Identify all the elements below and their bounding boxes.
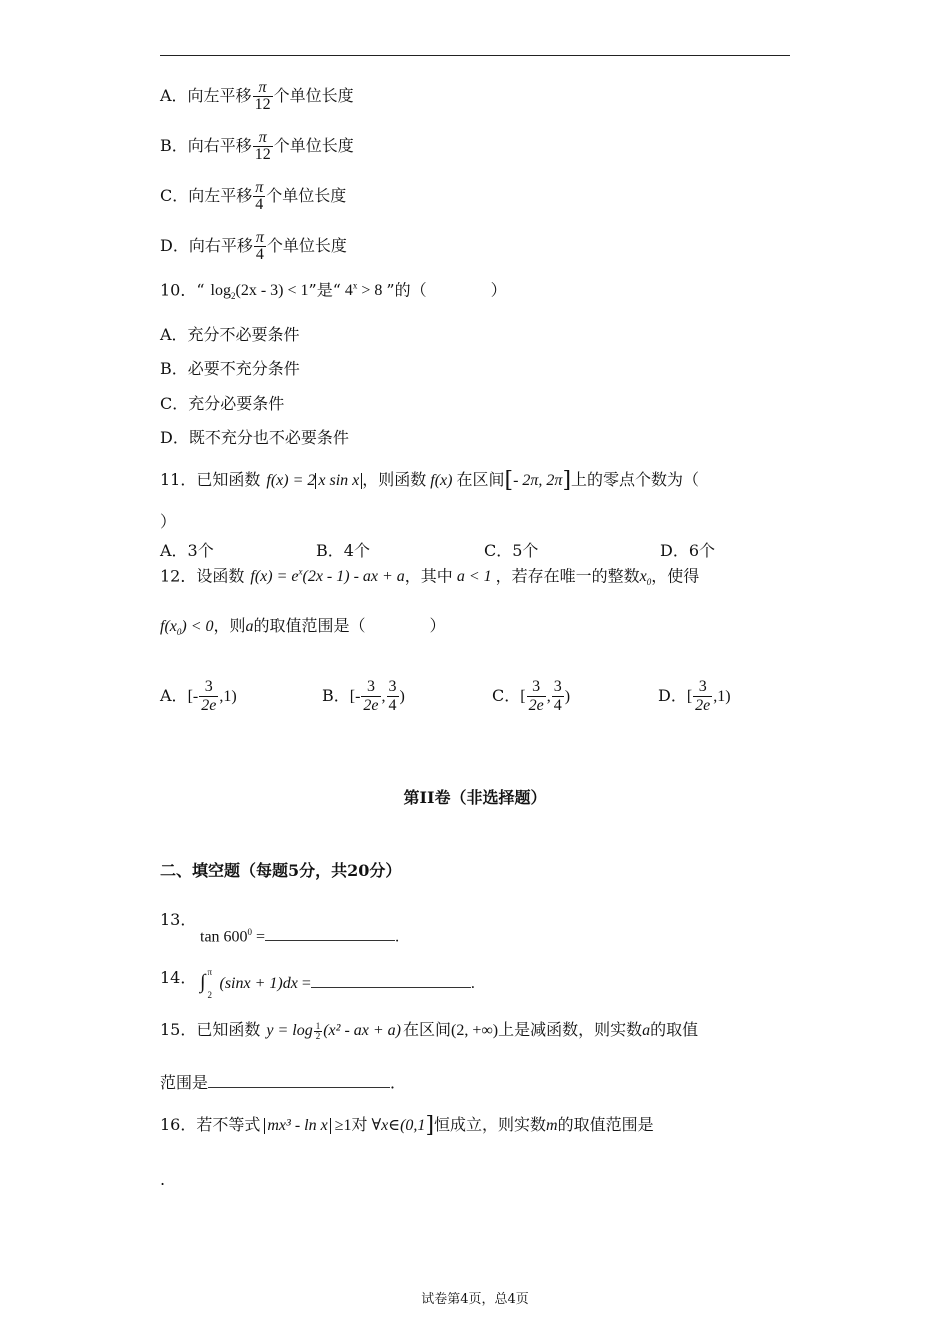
section2-title: 二、填空题（每题5分，共20分）	[160, 861, 402, 880]
q9-option-d: D．向右平移 $\frac{\pi}{4}$ 个单位长度	[160, 229, 347, 263]
header-rule	[160, 55, 790, 56]
part2-title: 第II卷（非选择题）	[403, 788, 547, 807]
q12-option-c: C．[ $\frac{3}{2e}$ , $\frac{3}{4}$ )	[492, 678, 571, 714]
q10-option-a: A．充分不必要条件	[160, 325, 300, 344]
q11-option-a: A．3个	[160, 541, 214, 560]
q14-answer-blank	[311, 987, 471, 988]
q12-stem: 12．设函数 $f(x) = e^x(2x - 1)$ - ax + a，其中 a < 1 ，若存在唯一的整数$x_0$，使得	[160, 566, 700, 588]
fraction: $\frac{\pi}{4}$	[255, 229, 264, 263]
q13-expr: $\tan 600^0$ = .	[200, 927, 400, 946]
q11-stem: 11．已知函数 f(x) = 2 x sin x ，则函数 f(x) 在区间[- 2π, 2π]上的零点个数为（	[160, 468, 700, 493]
q12-option-a: A．[- $\frac{3}{2e}$ ,1)	[160, 678, 237, 714]
q12-option-b: B．[- $\frac{3}{2e}$ , $\frac{3}{4}$ )	[322, 678, 405, 714]
q10-stem: 10．“ $\log_2(2x - 3) < 1$”是“ $4^x > 8$ ”的（ ）	[160, 280, 507, 302]
q10-option-b: B．必要不充分条件	[160, 359, 300, 378]
q11-option-b: B．4个	[316, 541, 370, 560]
q11-option-c: C．5个	[484, 541, 539, 560]
q14-expr: ∫ π 2 (sinx + 1)dx = .	[200, 967, 475, 1001]
q10-option-d: D．既不充分也不必要条件	[160, 428, 349, 447]
page-footer: 试卷第4页，总4页	[421, 1292, 529, 1307]
q13: 13．	[160, 910, 197, 929]
q12-option-d: D．[ $\frac{3}{2e}$ ,1)	[658, 678, 731, 714]
q9-option-b: B．向右平移 $\frac{\pi}{12}$ 个单位长度	[160, 129, 354, 163]
q9-option-c: C．向左平移 $\frac{\pi}{4}$ 个单位长度	[160, 179, 347, 213]
fraction: $\frac{\pi}{12}$	[254, 79, 271, 113]
q16-stem: 16．若不等式 mx³ - ln x ≥1对 ∀x∈(0,1]恒成立，则实数m的取值范围是	[160, 1113, 654, 1138]
fraction: $\frac{\pi}{12}$	[254, 129, 271, 163]
q11-option-d: D．6个	[660, 541, 716, 560]
q9-option-a: A．向左平移 $\frac{\pi}{12}$ 个单位长度	[160, 79, 354, 113]
q15-stem: 15．已知函数 y = log $\frac{1}{2}$ (x² - ax + a) 在区间(2, +∞)上是减函数，则实数a的取值	[160, 1020, 699, 1042]
q15-line2: 范围是 ．	[160, 1073, 407, 1092]
fraction: $\frac{\pi}{4}$	[255, 179, 264, 213]
q16-line2: .	[160, 1170, 166, 1189]
q12-stem-line2: $f(x_0) < 0$，则a的取值范围是（ ）	[160, 616, 446, 638]
q11-close-paren: ）	[160, 512, 177, 531]
q14: 14．	[160, 968, 197, 987]
q15-answer-blank	[208, 1087, 390, 1088]
q13-answer-blank	[265, 940, 395, 941]
q10-option-c: C．充分必要条件	[160, 394, 285, 413]
